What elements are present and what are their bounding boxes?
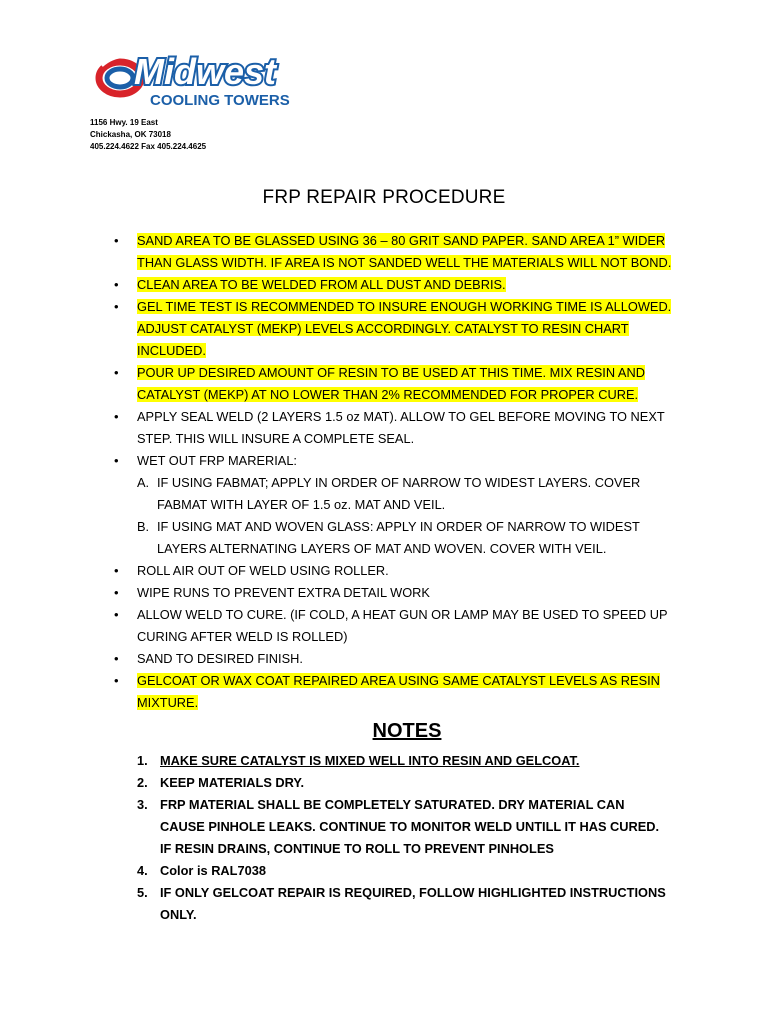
sub-step <box>137 516 674 560</box>
address-city: Chickasha, OK 73018 <box>90 130 171 139</box>
note-text: KEEP MATERIALS DRY. <box>160 775 305 790</box>
notes-heading: NOTES <box>372 720 442 742</box>
highlighted-step-text: GEL TIME TEST IS RECOMMENDED TO INSURE ENOUGH WORKING TIME IS ALLOWED. ADJUST CATALYST (MEKP) LEVELS ACCORDINGLY. CATALYST TO RESIN CHART INCLUDED. <box>137 299 672 358</box>
company-logo <box>94 48 322 112</box>
step-text: SAND TO DESIRED FINISH. <box>137 651 303 666</box>
bullet-icon: • <box>114 563 119 578</box>
note-item <box>137 794 667 860</box>
step-text: WIPE RUNS TO PREVENT EXTRA DETAIL WORK <box>137 585 430 600</box>
sub-step <box>137 472 674 516</box>
highlighted-step-text: CLEAN AREA TO BE WELDED FROM ALL DUST AND DEBRIS. <box>137 277 506 292</box>
procedure-step <box>114 648 674 670</box>
step-text: WET OUT FRP MARERIAL: <box>137 453 297 468</box>
bullet-icon: • <box>114 299 119 314</box>
page-title: FRP REPAIR PROCEDURE <box>262 187 506 208</box>
note-number: 1. <box>137 753 148 768</box>
bullet-icon: • <box>114 651 119 666</box>
note-text: MAKE SURE CATALYST IS MIXED WELL INTO RESIN AND GELCOAT. <box>160 753 580 768</box>
procedure-steps-list <box>114 230 674 714</box>
step-text: APPLY SEAL WELD (2 LAYERS 1.5 oz MAT). ALLOW TO GEL BEFORE MOVING TO NEXT STEP. THIS WILL INSURE A COMPLETE SEAL. <box>137 409 665 446</box>
note-number: 2. <box>137 775 148 790</box>
procedure-step <box>114 296 674 362</box>
step-text: ALLOW WELD TO CURE. (IF COLD, A HEAT GUN OR LAMP MAY BE USED TO SPEED UP CURING AFTER WELD IS ROLLED) <box>137 607 668 644</box>
procedure-step <box>114 670 674 714</box>
sub-step-text: IF USING MAT AND WOVEN GLASS: APPLY IN ORDER OF NARROW TO WIDEST LAYERS ALTERNATING LAYERS OF MAT AND WOVEN. COVER WITH VEIL. <box>157 519 640 556</box>
note-text: FRP MATERIAL SHALL BE COMPLETELY SATURATED. DRY MATERIAL CAN CAUSE PINHOLE LEAKS. CONTINUE TO MONITOR WELD UNTILL IT HAS CURED. IF RESIN DRAINS, CONTINUE TO ROLL TO PREVENT PINHOLES <box>160 797 660 856</box>
sub-step-text: IF USING FABMAT; APPLY IN ORDER OF NARROW TO WIDEST LAYERS. COVER FABMAT WITH LAYER OF 1.5 oz. MAT AND VEIL. <box>157 475 641 512</box>
logo-wordmark: Midwest <box>134 51 277 92</box>
note-number: 5. <box>137 885 148 900</box>
bullet-icon: • <box>114 453 119 468</box>
procedure-step <box>114 604 674 648</box>
address-phone-fax: 405.224.4622 Fax 405.224.4625 <box>90 142 207 151</box>
highlighted-step-text: SAND AREA TO BE GLASSED USING 36 – 80 GRIT SAND PAPER. SAND AREA 1” WIDER THAN GLASS WIDTH. IF AREA IS NOT SANDED WELL THE MATERIALS WILL NOT BOND. <box>137 233 672 270</box>
note-number: 3. <box>137 797 148 812</box>
company-address <box>90 117 206 153</box>
procedure-step <box>114 274 674 296</box>
note-item <box>137 882 667 926</box>
note-text: Color is RAL7038 <box>160 863 266 878</box>
note-text: IF ONLY GELCOAT REPAIR IS REQUIRED, FOLLOW HIGHLIGHTED INSTRUCTIONS ONLY. <box>160 885 666 922</box>
bullet-icon: • <box>114 585 119 600</box>
procedure-step <box>114 230 674 274</box>
bullet-icon: • <box>114 607 119 622</box>
bullet-icon: • <box>114 365 119 380</box>
note-number: 4. <box>137 863 148 878</box>
procedure-step <box>114 406 674 450</box>
bullet-icon: • <box>114 277 119 292</box>
procedure-step <box>114 450 674 560</box>
bullet-icon: • <box>114 673 119 688</box>
address-street: 1156 Hwy. 19 East <box>90 118 158 127</box>
sub-step-letter: B. <box>137 519 150 534</box>
note-item <box>137 772 667 794</box>
bullet-icon: • <box>114 233 119 248</box>
highlighted-step-text: GELCOAT OR WAX COAT REPAIRED AREA USING SAME CATALYST LEVELS AS RESIN MIXTURE. <box>137 673 660 710</box>
highlighted-step-text: POUR UP DESIRED AMOUNT OF RESIN TO BE USED AT THIS TIME. MIX RESIN AND CATALYST (MEKP) AT NO LOWER THAN 2% RECOMMENDED FOR PROPER CURE. <box>137 365 645 402</box>
sub-step-list <box>137 472 674 560</box>
bullet-icon: • <box>114 409 119 424</box>
procedure-step <box>114 582 674 604</box>
logo-ring-blue <box>107 69 133 87</box>
note-item <box>137 860 667 882</box>
note-item <box>137 750 667 772</box>
notes-list <box>137 750 667 926</box>
sub-step-letter: A. <box>137 475 150 490</box>
step-text: ROLL AIR OUT OF WELD USING ROLLER. <box>137 563 389 578</box>
procedure-step <box>114 362 674 406</box>
logo-subtitle: COOLING TOWERS <box>150 92 290 109</box>
midwest-logo-graphic <box>94 48 322 112</box>
procedure-step <box>114 560 674 582</box>
